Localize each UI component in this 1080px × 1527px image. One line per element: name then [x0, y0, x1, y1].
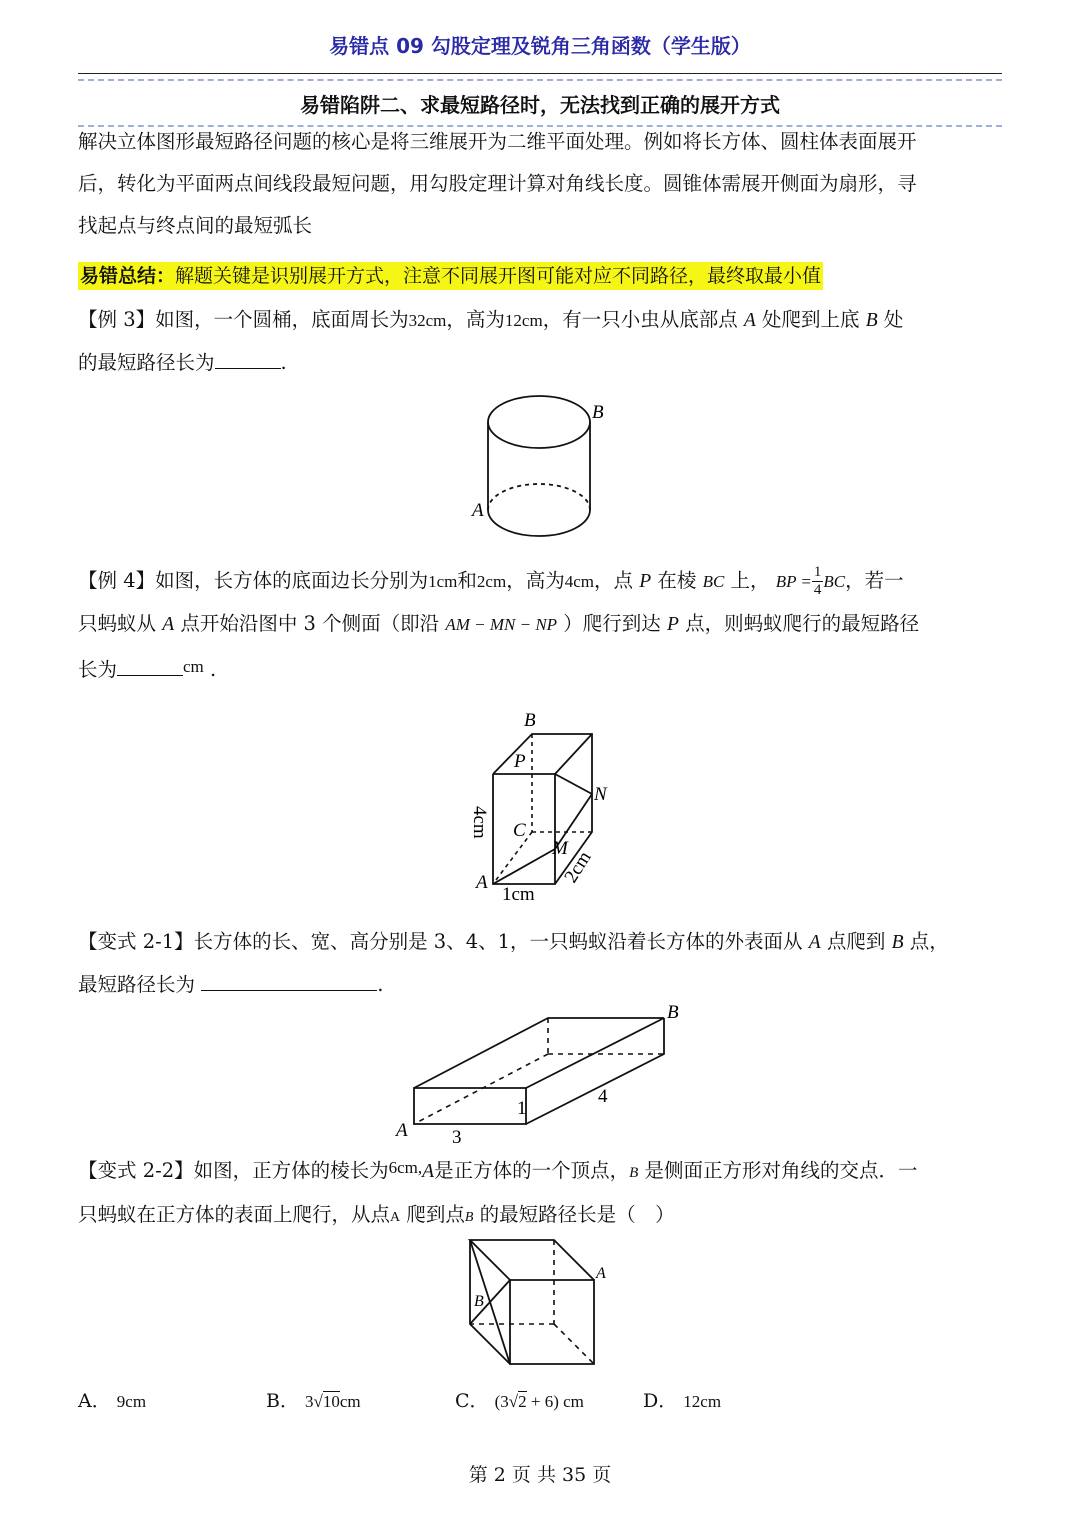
equation-rhs: BC — [823, 572, 846, 591]
example-4-line-1 — [78, 560, 1002, 603]
unit: cm — [183, 657, 204, 676]
top-face — [414, 1018, 664, 1088]
option-value — [305, 1391, 361, 1411]
text: 是正方体的一个顶点， — [434, 1159, 630, 1182]
equation-lhs: BP = — [775, 572, 812, 591]
path-pn — [555, 774, 592, 794]
variant-2-2-line-1 — [78, 1147, 1002, 1194]
section-title: 易错陷阱二、求最短路径时，无法找到正确的展开方式 — [300, 93, 780, 117]
summary-label: 易错总结： — [80, 265, 176, 287]
cylinder-top-ellipse — [488, 396, 590, 448]
option-b[interactable] — [266, 1386, 361, 1413]
text: ，高为 — [506, 569, 565, 592]
text: 是侧面正方形对角线的交点．一 — [644, 1159, 918, 1182]
label-b: B — [474, 1293, 484, 1310]
var-a: A — [390, 1210, 401, 1225]
answer-blank — [117, 655, 183, 676]
text: . — [210, 658, 217, 681]
text: . — [377, 973, 384, 996]
value: 2cm — [476, 572, 507, 591]
label-m: M — [552, 838, 568, 859]
sqrt-sign-icon: √ — [313, 1392, 323, 1411]
intro-line-1: 解决立体图形最短路径问题的核心是将三维展开为二维平面处理。例如将长方体、圆柱体表面展开 — [78, 130, 917, 153]
text: ，高为 — [446, 308, 505, 331]
text: . — [280, 351, 287, 374]
text: 如图，一个圆桶，底面周长为 — [155, 308, 409, 331]
label-c: C — [513, 820, 526, 841]
option-letter: B． — [266, 1390, 299, 1412]
option-letter: A． — [78, 1390, 111, 1412]
label-length-3: 3 — [452, 1127, 462, 1148]
value: 12cm — [504, 311, 543, 330]
cuboid-path-figure — [462, 704, 632, 904]
sqrt-sign-icon: √ — [508, 1392, 519, 1411]
label-height-4cm: 4cm — [469, 806, 490, 839]
var-bc: BC — [702, 572, 725, 591]
right-face — [526, 1018, 664, 1124]
summary-text: 解题关键是识别展开方式，注意不同展开图可能对应不同路径，最终取最小值 — [175, 265, 822, 287]
text: 在棱 — [657, 569, 697, 592]
text: 长方体的长、宽、高分别是 3、4、1，一只蚂蚁沿着长方体的外表面从 — [193, 930, 803, 953]
var-b: B — [865, 310, 878, 331]
text: ，若一 — [845, 569, 904, 592]
variant-2-1-tag: 【变式 2-1】 — [78, 930, 194, 953]
text: 如图，正方体的棱长为 — [193, 1159, 389, 1182]
front-face — [414, 1088, 526, 1124]
variant-2-1-line-1 — [78, 921, 1002, 964]
unit: + 6) cm — [526, 1392, 584, 1411]
value: 32cm — [408, 311, 447, 330]
option-value — [495, 1391, 584, 1411]
option-value: 9cm — [116, 1392, 147, 1411]
flat-cuboid-figure — [394, 1000, 694, 1150]
text: 爬到点 — [406, 1203, 465, 1226]
option-letter: D． — [643, 1390, 678, 1412]
var-a: A — [422, 1161, 435, 1182]
cylinder-figure — [466, 388, 616, 548]
var-p: P — [639, 571, 652, 592]
header-dashed-rule — [78, 79, 1002, 81]
example-4-line-2 — [78, 603, 1002, 646]
label-depth-2cm: 2cm — [560, 847, 596, 887]
value: 1cm — [428, 572, 458, 591]
label-a: A — [396, 1120, 408, 1141]
example-4-line-3 — [78, 646, 1002, 691]
text: 上， — [730, 569, 770, 592]
text: ）爬行到达 — [563, 612, 661, 635]
answer-blank — [201, 970, 377, 991]
text: 长为 — [78, 658, 118, 681]
var-b: B — [464, 1210, 474, 1225]
text: ，点 — [594, 569, 634, 592]
summary-highlight — [78, 262, 823, 290]
intro-line-3: 找起点与终点间的最短弧长 — [78, 214, 313, 237]
example-3-tag: 【例 3】 — [78, 308, 156, 331]
var-b: B — [891, 932, 904, 953]
text: 点爬到 — [826, 930, 886, 953]
text: 只蚂蚁从 — [78, 612, 157, 635]
label-n: N — [594, 784, 607, 805]
text: 的最短路径长为 — [78, 351, 215, 374]
answer-blank — [215, 348, 281, 369]
value: 6cm, — [388, 1158, 423, 1177]
text: 处 — [883, 308, 904, 331]
label-width-4: 4 — [598, 1086, 608, 1107]
example-3-line-2 — [78, 342, 1002, 384]
label-b: B — [524, 710, 536, 731]
example-3-line-1 — [78, 299, 1002, 342]
label-b: B — [667, 1002, 679, 1023]
text: 点，则蚂蚁爬行的最短路径 — [685, 612, 920, 635]
label-height-1: 1 — [517, 1098, 527, 1119]
text: 和 — [457, 569, 477, 592]
option-d[interactable] — [643, 1386, 721, 1413]
fraction-denominator: 4 — [813, 582, 822, 598]
label-b: B — [592, 402, 604, 423]
var-a: A — [743, 310, 756, 331]
option-letter: C． — [455, 1390, 489, 1412]
document-header-title: 易错点 09 勾股定理及锐角三角函数（学生版） — [329, 34, 751, 58]
example-4-tag: 【例 4】 — [78, 569, 156, 592]
value: 4cm — [564, 572, 594, 591]
path-expression: AM − MN − NP — [445, 615, 558, 634]
text: 最短路径长为 — [78, 973, 196, 996]
text: ，有一只小虫从底部点 — [542, 308, 738, 331]
var-a: A — [808, 932, 821, 953]
intro-line-2: 后，转化为平面两点间线段最短问题，用勾股定理计算对角线长度。圆锥体需展开侧面为扇形，寻 — [78, 172, 917, 195]
radicand: 10 — [322, 1392, 340, 1411]
label-a: A — [472, 500, 484, 521]
fraction-numerator: 1 — [813, 564, 822, 580]
header-rule — [78, 73, 1002, 74]
option-a[interactable] — [78, 1386, 146, 1413]
path-am — [493, 849, 555, 884]
var-p: P — [667, 614, 679, 635]
label-p: P — [514, 751, 526, 772]
unit: cm — [339, 1392, 361, 1411]
text: 点开始沿图中 3 个侧面（即沿 — [180, 612, 440, 635]
option-value: 12cm — [683, 1392, 722, 1411]
text: 只蚂蚁在正方体的表面上爬行，从点 — [78, 1203, 391, 1226]
variant-2-2-text — [78, 1147, 1002, 1239]
hidden-bottom-edge — [554, 1324, 594, 1364]
text: 点， — [909, 930, 949, 953]
cube-figure — [460, 1234, 620, 1374]
variant-2-1-text — [78, 921, 1002, 1006]
var-a: A — [162, 614, 175, 635]
cylinder-bottom-back — [488, 484, 590, 510]
front-face — [510, 1280, 594, 1364]
coefficient: (3 — [494, 1392, 509, 1411]
cylinder-bottom-front — [488, 510, 590, 536]
text: 如图，长方体的底面边长分别为 — [155, 569, 429, 592]
var-b: B — [629, 1165, 639, 1181]
variant-2-2-tag: 【变式 2-2】 — [78, 1159, 194, 1182]
intro-paragraph — [78, 121, 1002, 247]
coefficient: 3 — [305, 1392, 314, 1411]
error-summary — [78, 255, 1002, 297]
fraction — [812, 564, 824, 599]
text: 的最短路径长是（ ） — [479, 1203, 675, 1226]
text: 处爬到上底 — [762, 308, 860, 331]
page-footer: 第 2 页 共 35 页 — [468, 1464, 612, 1486]
top-right-edge — [555, 734, 592, 774]
variant-2-2-line-2 — [78, 1194, 1002, 1239]
top-face — [470, 1240, 594, 1280]
option-c[interactable] — [455, 1386, 584, 1413]
label-width-1cm: 1cm — [502, 884, 535, 904]
radicand: 2 — [518, 1392, 527, 1411]
example-3-text — [78, 299, 1002, 384]
hidden-left-edge — [414, 1054, 548, 1124]
label-a: A — [476, 872, 488, 893]
example-4-text — [78, 560, 1002, 691]
label-a: A — [596, 1265, 606, 1282]
